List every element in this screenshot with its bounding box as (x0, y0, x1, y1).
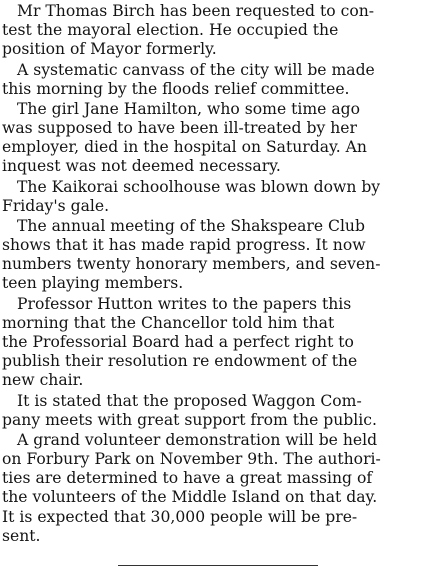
article-line: Friday's gale. (2, 197, 110, 215)
article-line: A grand volunteer demonstration will be held (17, 431, 378, 449)
article-line: test the mayoral election. He occupied the (2, 21, 339, 39)
section-divider (118, 565, 318, 566)
article-line: It is expected that 30,000 people will be pre- (2, 508, 358, 526)
article-line: this morning by the floods relief committee. (2, 80, 350, 98)
article-line: numbers twenty honorary members, and seven- (2, 255, 381, 273)
article-line: Professor Hutton writes to the papers this (17, 295, 352, 313)
article-line: Mr Thomas Birch has been requested to con- (17, 2, 375, 20)
article-line: The girl Jane Hamilton, who some time ago (17, 100, 361, 118)
article-line: pany meets with great support from the public. (2, 411, 377, 429)
article-line: The Kaikorai schoolhouse was blown down by (17, 178, 381, 196)
article-line: was supposed to have been ill-treated by her (2, 119, 357, 137)
article-line: A systematic canvass of the city will be made (17, 61, 375, 79)
article-line: ties are determined to have a great massing of (2, 469, 373, 487)
article-line: the volunteers of the Middle Island on that day. (2, 488, 378, 506)
article-line: new chair. (2, 371, 84, 389)
article-line: The annual meeting of the Shakspeare Club (17, 217, 365, 235)
article-line: employer, died in the hospital on Saturday. An (2, 138, 367, 156)
article-line: It is stated that the proposed Waggon Com- (17, 392, 362, 410)
article-line: sent. (2, 527, 41, 545)
article-line: position of Mayor formerly. (2, 40, 217, 58)
article-line: publish their resolution re endowment of the (2, 352, 358, 370)
article-line: teen playing members. (2, 274, 184, 292)
article-line: on Forbury Park on November 9th. The authori- (2, 450, 381, 468)
article-line: shows that it has made rapid progress. It now (2, 236, 366, 254)
article-line: morning that the Chancellor told him that (2, 314, 335, 332)
article-line: the Professorial Board had a perfect right to (2, 333, 354, 351)
article-line: inquest was not deemed necessary. (2, 157, 281, 175)
